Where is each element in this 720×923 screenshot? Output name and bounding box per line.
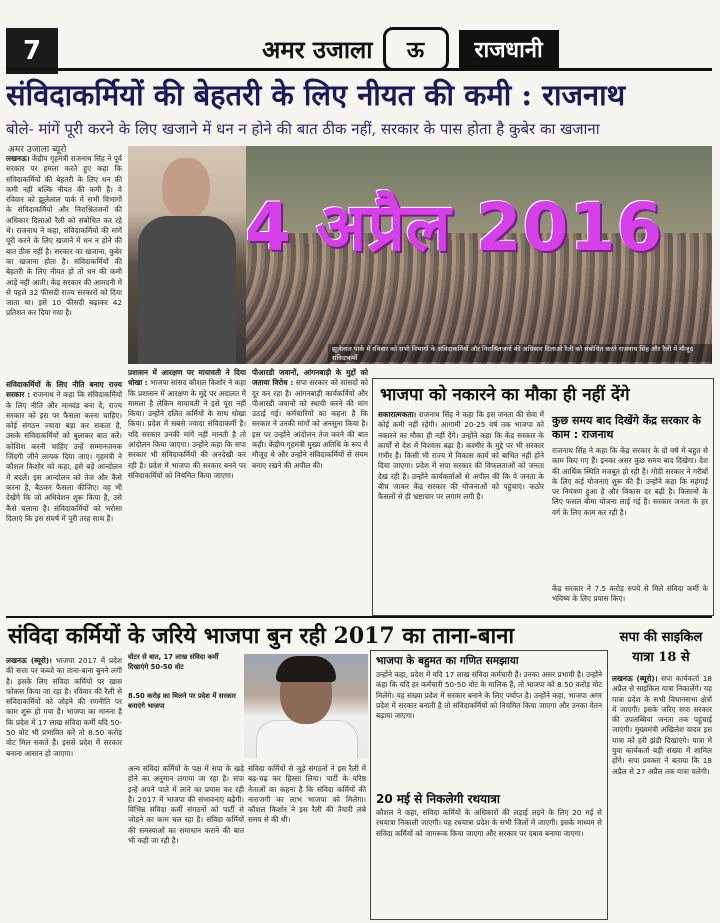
bjp-box-text-lead: सकारात्मकता। xyxy=(378,410,417,419)
section-name: राजधानी xyxy=(459,30,559,68)
paper-name: अमर उजाला xyxy=(262,34,373,64)
lead-column-1-lead: लखनऊ। xyxy=(6,154,30,163)
date-stamp: 4 अप्रैल 2016 xyxy=(245,189,664,266)
lead-column-2-lead: संविदाकर्मियों के लिए नीति बनाए राज्य सरकार : xyxy=(6,380,122,400)
kaushal-shirt xyxy=(256,720,358,758)
lead-column-4 xyxy=(252,368,368,610)
second-subhead-1: वोटर से बात, 17 लाख संविदा कर्मी दिखाएंगे 50-50 वोट xyxy=(128,653,219,671)
photo-caption: झूलेलाल पार्क में रविवार को सभी विभागों के संविदाकर्मियों और निराश्रितजनों की अधिकार दिलाओ रैली को संबोधित करते राजनाथ सिंह और रैली में मौजूद संविदाकर्मी xyxy=(328,344,712,362)
lead-column-3-lead: प्रशासन में आरक्षण पर मायावती ने दिया धोखा : xyxy=(128,368,246,388)
kaushal-photo xyxy=(244,654,368,758)
kaushal-hair xyxy=(276,656,336,682)
lead-column-3-text: भाजपा सांसद कौशल किशोर ने कहा कि प्रशासन में आरक्षण के मुद्दे पर अदालत में मामला है लेकिन मायावती ने इसे पूरा नहीं किया। उन्होंने दलित कर्मियों के साथ धोखा किया। प्रदेश में सबसे ज्यादा संविदाकर्मी हैं। यदि सरकार उनकी मांगें नहीं मानती है तो आंदोलन किया जाएगा। उन्होंने कहा कि सपा सरकार भी संविदाकर्मियों की अनदेखी कर रही है। प्रदेश में भाजपा की सरकार बनने पर संविदाकर्मियों को नियमित किया जाएगा। xyxy=(128,378,246,480)
bjp-side-text: राजनाथ सिंह ने कहा कि केंद्र सरकार के दो वर्ष में बहुत से काम किए गए हैं। इनका असर कुछ समय बाद दिखेगा। देश की आर्थिक स्थिति मजबूत हो रही है। मोदी सरकार ने गरीबों के लिए कई योजनाएं शुरू की हैं। उन्होंने कहा कि महंगाई पर नियंत्रण हुआ है और विकास दर बढ़ी है। किसानों के लिए फसल बीमा योजना लाई गई है। सरकार जनता के हर वर्ग के लिए काम कर रही है। xyxy=(552,446,708,517)
speaker-image xyxy=(128,146,246,364)
page-number: 7 xyxy=(6,28,58,74)
yatra-text: कौशल ने कहा, संविदा कर्मियों के अधिकारों की लड़ाई लड़ने के लिए 20 मई से रथयात्रा निकाली जाएगी। यह रथयात्रा प्रदेश के सभी जिलों में जाएगी। इसके माध्यम से संविदा कर्मियों को जागरूक किया जाएगा और सरकार पर दबाव बनाया जाएगा। xyxy=(376,808,602,838)
bjp-box-text xyxy=(378,410,544,610)
cycle-yatra-chip-line1: सपा की साइकिल xyxy=(619,630,703,645)
second-subhead-2: 8.50 करोड़ का मिलने पर प्रदेश में सरकार बनाएंगे भाजपा xyxy=(128,692,236,710)
cycle-yatra-chip xyxy=(611,628,711,670)
bjp-side-note: केंद्र सरकार ने 7.5 करोड़ रुपये से मिले संविदा कर्मी के भविष्य के लिए प्रयास किए। xyxy=(552,584,708,604)
lead-column-4-text: सपा सरकार को सांसदों को दूर कर रहा है। आंगनबाड़ी कार्यकर्त्रियों और पीआरडी जवानों को स्थायी करने की मांग उठाई गई। कर्मचारियों का कहना है कि सरकार ने उनकी मांगों को अनसुना किया है। इस पर उन्होंने आंदोलन तेज करने की बात कही। केंद्रीय गृहमंत्री मुख्य अतिथि के रूप में मौजूद थे और उन्होंने संविदाकर्मियों से संयम बनाए रखने की अपील की। xyxy=(252,378,368,470)
cycle-yatra-text-lead: लखनऊ (ब्यूरो)। xyxy=(612,674,658,683)
lead-column-2-text: राजनाथ ने कहा कि संविदाकर्मियों के लिए नीति और मानदंड बना दें, राज्य सरकार को इस पर फैसला करना चाहिए। कोई संगठन ज्यादा बड़ा कर सकता है, उसके संविदाकर्मियों को बुलाकर बात करें। कोशिश करनी चाहिए उन्हें सम्मानजनक जिंदगी जीने लायक दिया जाए। गृहमंत्री ने कौशल किशोर को कहा, इसे बड़े आन्दोलन में बदलें। इस आन्दोलन को तेज और कैसे करना है, बैठकर फैसला कीजिए। वह भी देखेंगे कि जो अधिवेशन शुरू किया है, उसे कैसे चलाना है। संविदाकर्मियों को भरोसा दिलाएं कि इस संघर्ष में पूरी तरह साथ हैं। xyxy=(6,390,122,523)
second-headline: संविदा कर्मियों के जरिये भाजपा बुन रही 2017 का ताना-बाना xyxy=(8,623,515,649)
lead-column-1-text: केंद्रीय गृहमंत्री राजनाथ सिंह ने पूर्व सरकार पर हमला करते हुए कहा कि संविदाकर्मियों की बेहतरी के लिए धन की कमी नहीं बल्कि नीयत की कमी है। वे रविवार को झूलेलाल पार्क में सभी विभागों के संविदाकर्मियों और निराश्रितजनों की अधिकार दिलाओ रैली को संबोधित कर रहे थे। राजनाथ ने कहा, संविदाकर्मियों की मांगें पूरी करने के लिए खजाने में धन न होने की बात ठीक नहीं है। सरकार का खजाना, कुबेर का खजाना होता है। संविदाकर्मियों की बेहतरी के लिए नीयत हो तो धन की कमी आड़े नहीं आती। केंद्र सरकार की आमदनी में से पहले 32 फीसदी राज्य सरकारों को दिया जाता था। इसे 10 फीसदी बढ़ाकर 42 प्रतिशत कर दिया गया है। xyxy=(6,154,122,318)
bjp-side-title: कुछ समय बाद दिखेंगे केंद्र सरकार के काम : राजनाथ xyxy=(552,414,701,441)
cycle-yatra-chip-line2: यात्रा 18 से xyxy=(632,650,690,665)
second-column-1 xyxy=(6,656,122,918)
yatra-title: 20 मई से निकलेगी रथयात्रा xyxy=(376,792,500,806)
masthead xyxy=(0,12,720,70)
math-box-text: उन्होंने कहा, प्रदेश में यदि 17 लाख संविदा कर्मचारी हैं। उनका असर प्रभावी है। उन्होंने कहा कि यदि हर कर्मचारी 50-50 वोट के मालिक हैं, तो भाजपा को 8.50 करोड़ वोट मिलेंगे। यह संख्या प्रदेश में सरकार बनाने के लिए पर्याप्त है। उन्होंने कहा, भाजपा अगर प्रदेश में सरकार बनाती है तो संविदाकर्मियों को नियमित किया जाएगा और उनका वेतन बढ़ाया जाएगा। xyxy=(376,670,602,721)
lead-subhead: बोले- मांगें पूरी करने के लिए खजाने में धन न होने की बात ठीक नहीं, सरकार के पास होता है कुबेर का खजाना xyxy=(6,120,600,138)
cycle-yatra-text-body: सपा कार्यकर्ता 18 अप्रैल से साइकिल यात्रा निकालेंगे। यह यात्रा प्रदेश के सभी विधानसभा क्षेत्रों में जाएगी। इसके जरिए सपा सरकार की उपलब्धियां जनता तक पहुंचाई जाएंगी। मुख्यमंत्री अखिलेश यादव इस यात्रा को हरी झंडी दिखाएंगे। यात्रा में युवा कार्यकर्ता बड़ी संख्या में शामिल होंगे। सपा प्रवक्ता ने बताया कि 18 अप्रैल से 27 अप्रैल तक यात्रा चलेगी। xyxy=(612,674,712,776)
section-rule xyxy=(6,616,712,618)
speaker-body xyxy=(138,216,236,364)
lead-headline: संविदाकर्मियों की बेहतरी के लिए नीयत की कमी : राजनाथ xyxy=(6,78,626,112)
lead-column-2 xyxy=(6,380,122,610)
lead-column-3 xyxy=(128,368,246,610)
math-box-title: भाजपा के बहुमत का गणित समझाया xyxy=(376,655,519,667)
lead-column-4-lead: पीआरडी जवानों, आंगनबाड़ी के मुद्दों को जताया विरोध : xyxy=(252,368,368,388)
cycle-yatra-text xyxy=(612,674,712,918)
speaker-head xyxy=(162,158,210,218)
bjp-box-text-body: राजनाथ सिंह ने कहा कि इस जनता की सेवा में कोई कमी नहीं रहेगी। आगामी 20-25 वर्ष तक भाजपा को नकारने का मौका ही नहीं देंगे। उन्होंने कहा कि केंद्र सरकार के कार्यों से देश में विश्वास बढ़ा है। कश्मीर के मुद्दे पर भी सरकार गंभीर है। किसी भी राज्य में विकास कार्य को बाधित नहीं होने दिया जाएगा। प्रदेश में सपा सरकार की विफलताओं को जनता देख रही है। उन्होंने कार्यकर्ताओं से अपील की कि वे जनता के बीच जाकर केंद्र सरकार की योजनाओं को पहुंचाएं। कठोर फैसलों से ही भ्रष्टाचार पर लगाम लगी है। xyxy=(378,410,544,502)
masthead-rule xyxy=(6,68,712,71)
paper-logo-icon: ऊ xyxy=(383,27,449,71)
second-column-2: अन्य संविदा कर्मियों के पक्ष में सपा के खड़े होने का अनुमान लगाया जा रहा है। सपा इन्हें अपने पाले में लाने का प्रयास कर रही है। 2017 में भाजपा की संभावनाएं बढ़ेंगी। विभिन्न संविदा कर्मी संगठनों को पार्टी से जोड़ने का काम चल रहा है। संविदा कर्मियों की समस्याओं का समाधान कराने की बात भी कही जा रही है। xyxy=(128,764,244,846)
lead-column-1 xyxy=(6,154,122,378)
second-column-3: संविदा कर्मियों से जुड़े संगठनों ने इस रैली में बढ़-चढ़ कर हिस्सा लिया। पार्टी के वरिष्ठ नेताओं का कहना है कि संविदा कर्मियों की नाराजगी का लाभ भाजपा को मिलेगा। कौशल किशोर ने इस रैली की तैयारी लंबे समय से की थी। xyxy=(248,764,366,825)
second-column-1-text: भाजपा 2017 में प्रदेश की सत्ता पर कब्जे का ताना-बाना बुनने लगी है। इसके लिए संविदा कर्मियों पर खास फोकस किया जा रहा है। रविवार की रैली से संविदाकर्मियों को जोड़ने की रणनीति पर काम शुरू हो गया है। भाजपा का मानना है कि प्रदेश में 17 लाख संविदा कर्मी यदि 50-50 वोट भी प्रभावित करें तो 8.50 करोड़ वोट मिल सकते हैं। इससे प्रदेश में सरकार बनाना आसान हो जाएगा। xyxy=(6,656,122,758)
second-column-1-lead: लखनऊ (ब्यूरो)। xyxy=(6,656,52,665)
lead-byline: अमर उजाला ब्यूरो xyxy=(8,145,67,155)
bjp-box-title: भाजपा को नकारने का मौका ही नहीं देंगे xyxy=(380,385,630,405)
paper-brand xyxy=(262,24,712,74)
